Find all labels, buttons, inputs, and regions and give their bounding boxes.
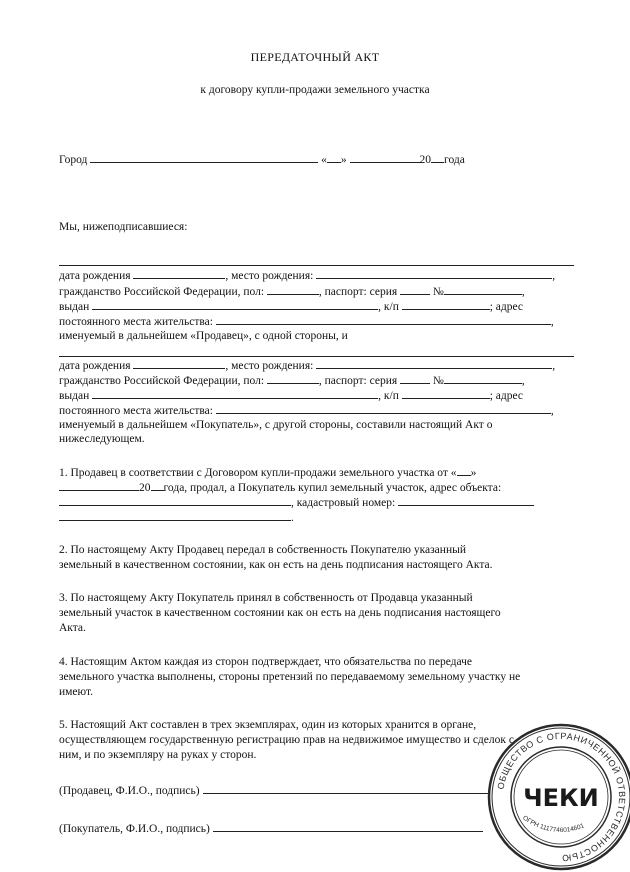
seller-issued-line: [59, 299, 523, 314]
clause5-line: 5. Настоящий Акт составлен в трех экземплярах, один из которых хранится в органе,: [59, 719, 477, 731]
seller-birth-line: дата рождения , место рождения: ,: [59, 270, 556, 282]
blank: [92, 299, 378, 310]
label: , паспорт: серия: [318, 375, 398, 387]
clause2-line: 2. По настоящему Акту Продавец передал в собственность Покупателю указанный: [59, 544, 466, 556]
year-blank: [431, 152, 444, 163]
label: , место рождения:: [225, 270, 314, 282]
blank: [216, 314, 551, 325]
label: .: [291, 512, 294, 524]
blank: [59, 510, 291, 521]
year-suffix: года: [444, 154, 465, 166]
label: ; адрес: [489, 301, 523, 313]
label: 20: [139, 482, 151, 494]
blank: [59, 495, 291, 506]
blank: [398, 495, 534, 506]
blank: [203, 783, 488, 794]
clause1-line3: [59, 495, 534, 510]
stamp-brand-text: ЧЕКИ: [523, 784, 599, 812]
clause5-line: ним, и по экземпляру на руках у сторон.: [59, 749, 257, 761]
intro-text: Мы, нижеподписавшиеся:: [59, 221, 188, 233]
label: №: [432, 375, 444, 387]
clause4-line: 4. Настоящим Актом каждая из сторон подтверждает, что обязательства по передаче: [59, 656, 473, 668]
label: »: [470, 467, 477, 479]
company-stamp: [486, 722, 630, 872]
blank: [444, 373, 522, 384]
label: гражданство Российской Федерации, пол:: [59, 375, 265, 387]
label: (Продавец, Ф.И.О., подпись): [59, 785, 200, 797]
label: , место рождения:: [225, 360, 314, 372]
clause5-line: осуществляющем государственную регистрацию прав на недвижимое имущество и сделок с: [59, 734, 514, 746]
label: выдан: [59, 301, 90, 313]
blank: [400, 373, 430, 384]
label: выдан: [59, 390, 90, 402]
city-label: Город: [59, 154, 88, 166]
day-open-quote: «: [321, 154, 327, 166]
clause2-line: земельный в качественном состоянии, как он есть на день подписания настоящего Акта.: [59, 559, 493, 571]
blank: [402, 299, 490, 310]
buyer-residence-line: постоянного места жительства: ,: [59, 405, 554, 417]
stamp-ring-text: ОБЩЕСТВО С ОГРАНИЧЕННОЙ ОТВЕТСТВЕННОСТЬЮ: [495, 730, 628, 864]
buyer-called-1: именуемый в дальнейшем «Покупатель», с другой стороны, составили настоящий Акт о: [59, 419, 493, 431]
blank: [213, 821, 483, 832]
seller-name-line: [59, 265, 574, 266]
label: , к/п: [378, 301, 399, 313]
blank: [444, 284, 522, 295]
clause3-line: Акта.: [59, 622, 86, 634]
blank: [267, 284, 319, 295]
clause1-line1: [59, 465, 476, 480]
blank: [133, 268, 225, 279]
label: постоянного места жительства:: [59, 316, 213, 328]
seller-passport-line: гражданство Российской Федерации, пол: , паспорт: серия № ,: [59, 286, 525, 298]
clause4-line: имеют.: [59, 686, 94, 698]
day-close-quote: »: [340, 154, 347, 166]
buyer-signature-line: [59, 821, 483, 836]
blank: [457, 465, 471, 476]
clause3-line: 3. По настоящему Акту Покупатель принял в собственность от Продавца указанный: [59, 592, 473, 604]
label: (Покупатель, Ф.И.О., подпись): [59, 823, 210, 835]
city-blank: [90, 152, 318, 163]
document-subtitle: к договору купли-продажи земельного участка: [200, 84, 430, 96]
stamp-ogrn-text: ОГРН 1117746014601: [521, 814, 586, 835]
month-blank: [350, 152, 420, 163]
buyer-birth-line: дата рождения , место рождения: ,: [59, 360, 556, 372]
clause1-line2: [59, 480, 501, 495]
seller-called: именуемый в дальнейшем «Продавец», с одной стороны, и: [59, 330, 348, 342]
label: , паспорт: серия: [318, 286, 398, 298]
label: 1. Продавец в соответствии с Договором купли-продажи земельного участка от «: [59, 467, 457, 479]
buyer-issued-line: [59, 388, 523, 403]
year-prefix: 20: [419, 154, 432, 166]
blank: [316, 358, 552, 369]
label: года, продал, а Покупатель купил земельный участок, адрес объекта:: [163, 482, 502, 494]
label: ; адрес: [489, 390, 523, 402]
buyer-passport-line: гражданство Российской Федерации, пол: , паспорт: серия № ,: [59, 375, 525, 387]
document-title: ПЕРЕДАТОЧНЫЙ АКТ: [250, 50, 380, 64]
label: №: [432, 286, 444, 298]
label: постоянного места жительства:: [59, 405, 213, 417]
buyer-name-line: [59, 356, 574, 357]
blank: [316, 268, 552, 279]
blank: [92, 388, 378, 399]
blank: [59, 480, 139, 491]
label: дата рождения: [59, 360, 131, 372]
blank: [402, 388, 490, 399]
seller-residence-line: постоянного места жительства: ,: [59, 316, 554, 328]
label: гражданство Российской Федерации, пол:: [59, 286, 265, 298]
blank: [151, 480, 164, 491]
place-date-line: [59, 152, 465, 167]
day-blank: [327, 152, 341, 163]
seller-signature-line: [59, 783, 488, 798]
label: дата рождения: [59, 270, 131, 282]
blank: [400, 284, 430, 295]
blank: [216, 403, 551, 414]
label: , кадастровый номер:: [291, 497, 396, 509]
clause4-line: земельного участка выполнены, стороны претензий по передаваемому земельному участку не: [59, 671, 521, 683]
buyer-called-2: нижеследующем.: [59, 433, 145, 445]
blank: [267, 373, 319, 384]
label: , к/п: [378, 390, 399, 402]
clause3-line: земельный участок в качественном состоянии как он есть на день подписания настоящего: [59, 607, 501, 619]
blank: [133, 358, 225, 369]
clause1-line4: [59, 510, 294, 525]
